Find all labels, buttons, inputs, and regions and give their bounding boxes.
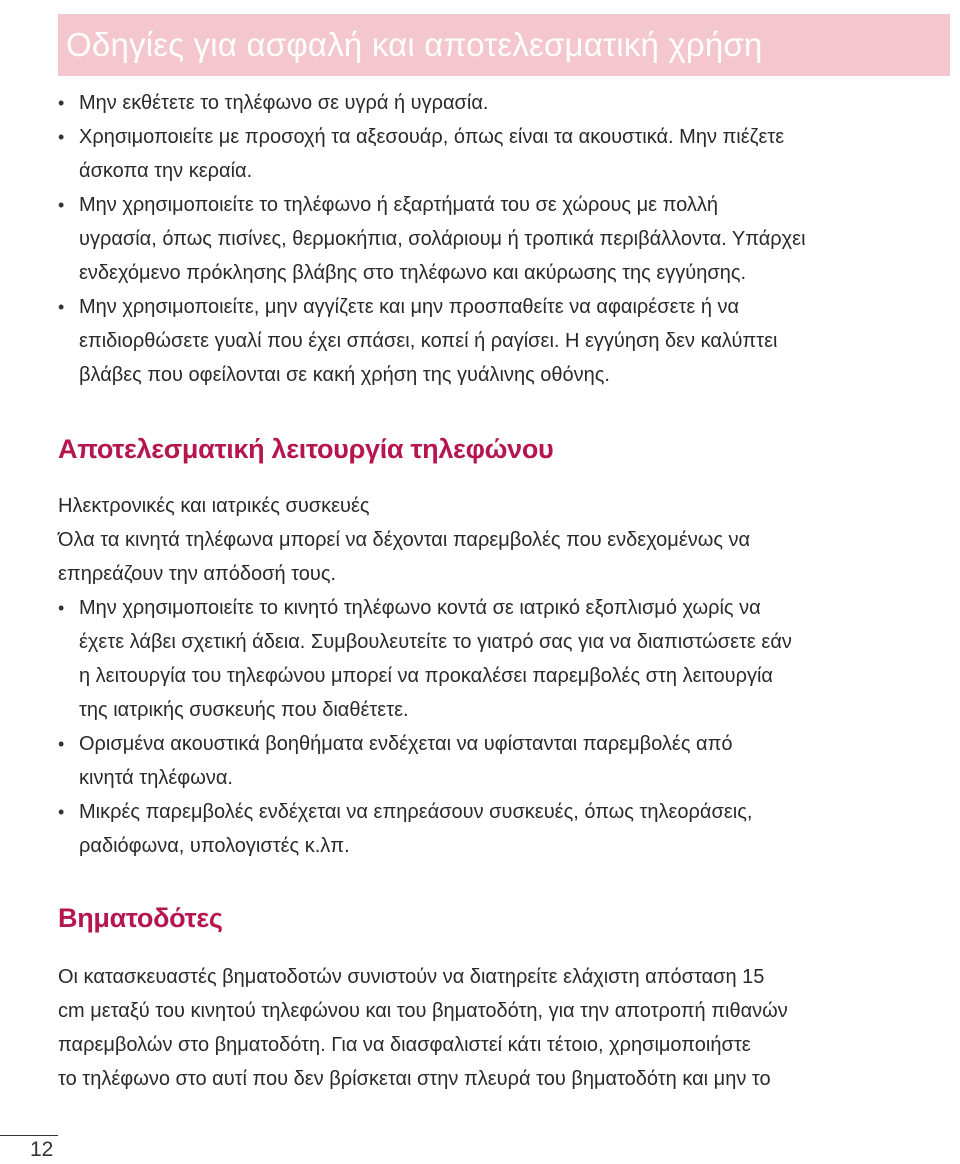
intro-paragraph: Όλα τα κινητά τηλέφωνα μπορεί να δέχονται παρεμβολές που ενδεχομένως να επηρεάζουν την απόδοσή τους. <box>58 529 751 585</box>
footer-rule <box>0 1135 58 1136</box>
list-item: • Χρησιμοποιείτε με προσοχή τα αξεσουάρ, όπως είναι τα ακουστικά. Μην πιέζετε άσκοπα την κεραία. <box>58 120 950 188</box>
list-item: • Μικρές παρεμβολές ενδέχεται να επηρεάσουν συσκευές, όπως τηλεοράσεις, ραδιόφωνα, υπολογιστές κ.λπ. <box>58 795 950 863</box>
list-item: • Μην χρησιμοποιείτε το τηλέφωνο ή εξαρτήματά του σε χώρους με πολλή υγρασία, όπως πισίνες, θερμοκήπια, σολάριουμ ή τροπικά περιβάλλοντα. Υπάρχει ενδεχόμενο πρόκλησης βλάβης στο τηλέφωνο και ακύρωσης της εγγύησης. <box>58 188 950 290</box>
section-heading-phone-operation: Αποτελεσματική λειτουργία τηλεφώνου <box>58 434 554 464</box>
list-item: • Μην εκθέτετε το τηλέφωνο σε υγρά ή υγρασία. <box>58 86 950 120</box>
subheading-electronic-devices: Ηλεκτρονικές και ιατρικές συσκευές <box>58 495 370 517</box>
pacemaker-paragraph: Οι κατασκευαστές βηματοδοτών συνιστούν να διατηρείτε ελάχιστη απόσταση 15 cm μεταξύ του κινητού τηλεφώνου και του βηματοδότη, για την αποτροπή πιθανών παρεμβολών στο βηματοδότη. Για να διασφαλιστεί κάτι τέτοιο, χρησιμοποιήστε το τηλέφωνο στο αυτί που δεν βρίσκεται στην πλευρά του βηματοδότη και μην το <box>58 966 788 1090</box>
section-heading-pacemakers: Βηματοδότες <box>58 903 223 933</box>
section-banner <box>58 14 950 76</box>
devices-bullet-list <box>58 591 950 863</box>
list-item: • Μην χρησιμοποιείτε, μην αγγίζετε και μην προσπαθείτε να αφαιρέσετε ή να επιδιορθώσετε γυαλί που έχει σπάσει, κοπεί ή ραγίσει. Η εγγύηση δεν καλύπτει βλάβες που οφείλονται σε κακή χρήση της γυάλινης οθόνης. <box>58 290 950 392</box>
page-number: 12 <box>30 1138 54 1161</box>
safety-bullet-list <box>58 86 950 392</box>
list-item: • Ορισμένα ακουστικά βοηθήματα ενδέχεται να υφίστανται παρεμβολές από κινητά τηλέφωνα. <box>58 727 950 795</box>
page-title: Οδηγίες για ασφαλή και αποτελεσματική χρήση <box>66 26 763 63</box>
list-item: • Μην χρησιμοποιείτε το κινητό τηλέφωνο κοντά σε ιατρικό εξοπλισμό χωρίς να έχετε λάβει σχετική άδεια. Συμβουλευτείτε το γιατρό σας για να διαπιστώσετε εάν η λειτουργία του τηλεφώνου μπορεί να προκαλέσει παρεμβολές στη λειτουργία της ιατρικής συσκευής που διαθέτετε. <box>58 591 950 727</box>
document-body <box>58 86 950 1096</box>
